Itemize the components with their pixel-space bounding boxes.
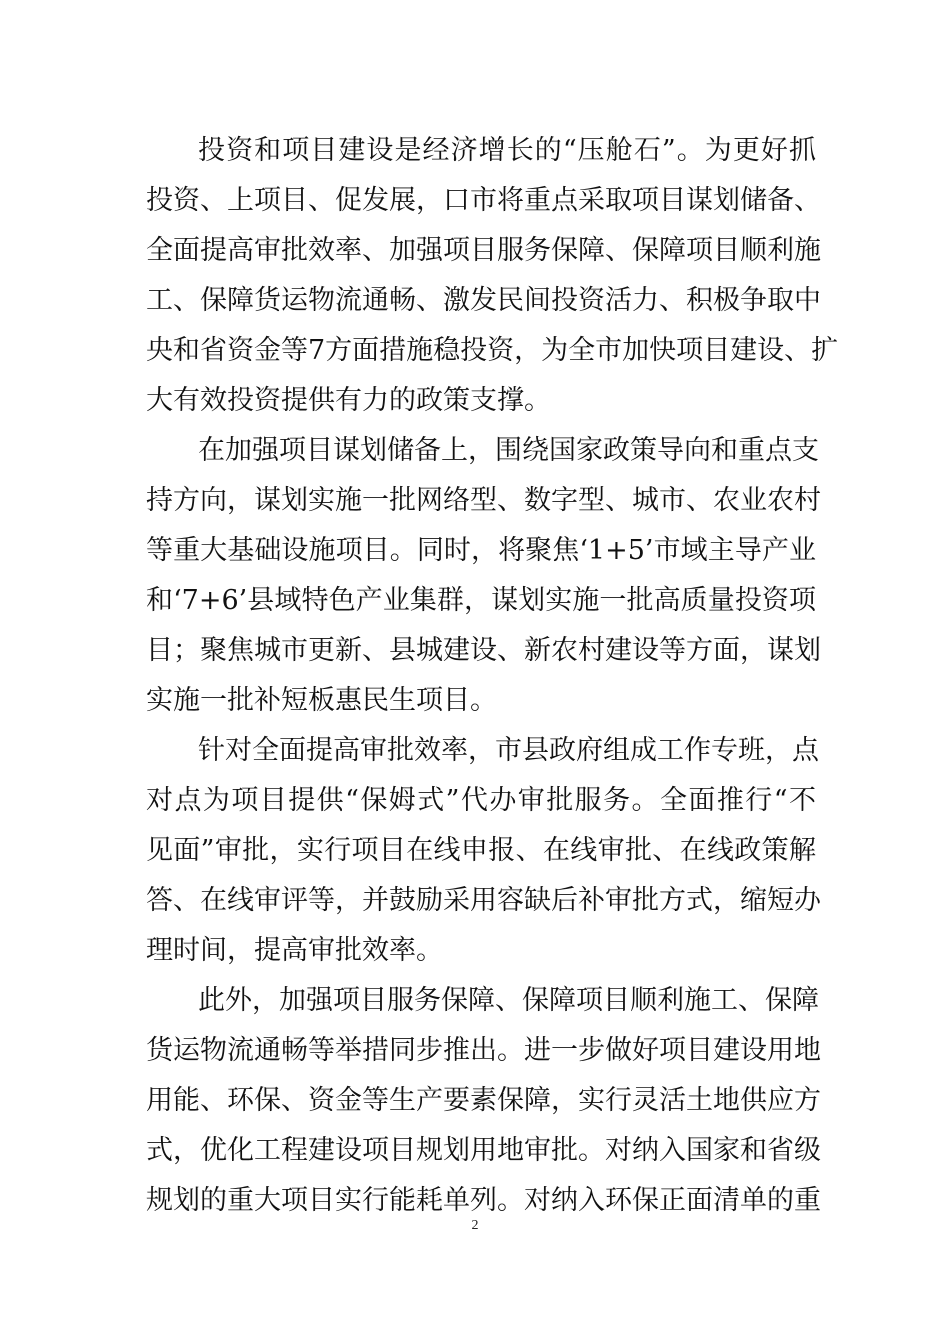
paragraph-4-line-5: 规划的重大项目实行能耗单列。对纳入环保正面清单的重: [146, 1185, 821, 1216]
paragraph-2-line-6: 实施一批补短板惠民生项目。: [146, 685, 497, 716]
paragraph-1-line-5: 央和省资金等7方面措施稳投资，为全市加快项目建设、扩: [146, 335, 839, 366]
paragraph-1-line-4: 工、保障货运物流通畅、激发民间投资活力、积极争取中: [146, 285, 821, 316]
paragraph-3-line-2: 对点为项目提供“保姆式”代办审批服务。全面推行“不: [146, 785, 816, 816]
paragraph-4-line-4: 式，优化工程建设项目规划用地审批。对纳入国家和省级: [146, 1135, 821, 1166]
paragraph-2-line-2: 持方向，谋划实施一批网络型、数字型、城市、农业农村: [146, 485, 821, 516]
paragraph-2-line-5: 目；聚焦城市更新、县城建设、新农村建设等方面，谋划: [146, 635, 821, 666]
page-number: 2: [471, 1218, 479, 1233]
paragraph-1-line-2: 投资、上项目、促发展，口市将重点采取项目谋划储备、: [146, 185, 821, 216]
paragraph-3-line-3: 见面”审批，实行项目在线申报、在线审批、在线政策解: [146, 835, 816, 866]
paragraph-2-line-4: 和‘7+6’县域特色产业集群，谋划实施一批高质量投资项: [146, 585, 816, 616]
paragraph-3-line-5: 理时间，提高审批效率。: [146, 935, 443, 966]
paragraph-3-line-1: 针对全面提高审批效率，市县政府组成工作专班，点: [198, 735, 819, 766]
paragraph-1-line-3: 全面提高审批效率、加强项目服务保障、保障项目顺利施: [146, 235, 821, 266]
paragraph-4-line-3: 用能、环保、资金等生产要素保障，实行灵活土地供应方: [146, 1085, 821, 1116]
paragraph-1-line-1: 投资和项目建设是经济增长的“压舱石”。为更好抓: [198, 135, 816, 166]
paragraph-4-line-2: 货运物流通畅等举措同步推出。进一步做好项目建设用地: [146, 1035, 821, 1066]
paragraph-2-line-1: 在加强项目谋划储备上，围绕国家政策导向和重点支: [198, 435, 819, 466]
paragraph-4-line-1: 此外，加强项目服务保障、保障项目顺利施工、保障: [198, 985, 819, 1016]
paragraph-3-line-4: 答、在线审评等，并鼓励采用容缺后补审批方式，缩短办: [146, 885, 821, 916]
paragraph-2-line-3: 等重大基础设施项目。同时，将聚焦‘1+5’市域主导产业: [146, 535, 816, 566]
paragraph-1-line-6: 大有效投资提供有力的政策支撑。: [146, 385, 551, 416]
